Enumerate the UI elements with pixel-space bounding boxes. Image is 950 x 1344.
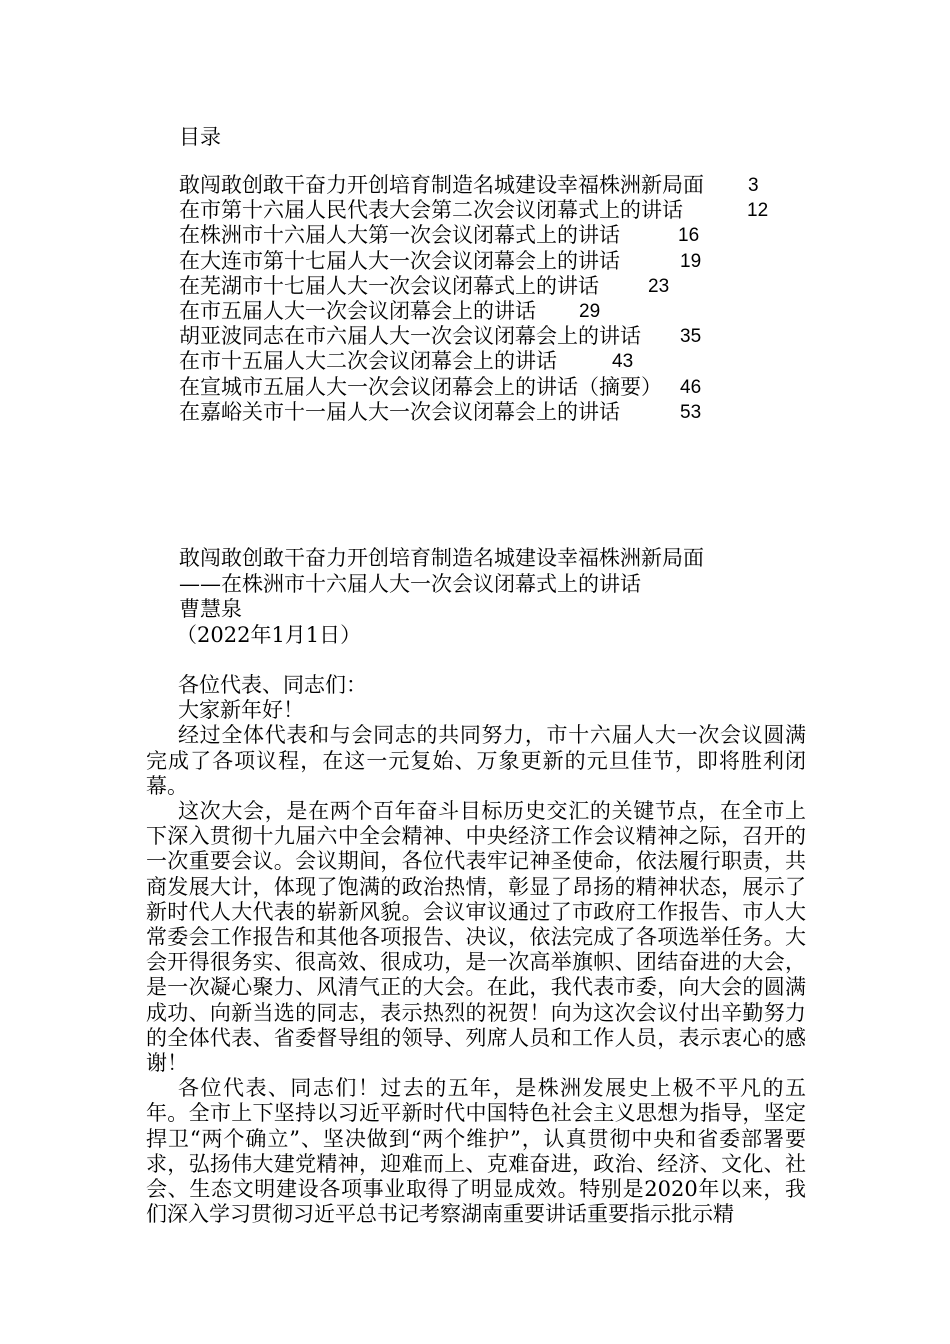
- toc-entry[interactable]: [179, 349, 704, 374]
- article-author: 曹慧泉: [179, 597, 242, 621]
- toc-entry-title: 敢闯敢创敢干奋力开创培育制造名城建设幸福株洲新局面: [179, 173, 704, 197]
- toc-entry-title: 在株洲市十六届人大第一次会议闭幕式上的讲话: [179, 223, 620, 248]
- article-title: 敢闯敢创敢干奋力开创培育制造名城建设幸福株洲新局面: [179, 546, 704, 570]
- toc-entry-page: 3: [748, 175, 759, 196]
- toc-entry-page: 46: [680, 376, 702, 398]
- toc-entry-title: 在大连市第十七届人大一次会议闭幕会上的讲话: [179, 248, 620, 273]
- toc-entry-page: 35: [680, 326, 702, 348]
- toc-entry-title: 在宣城市五届人大一次会议闭幕会上的讲话（摘要）: [179, 374, 662, 399]
- toc-entry[interactable]: [179, 249, 704, 274]
- body-paragraph: 这次大会，是在两个百年奋斗目标历史交汇的关键节点，在全市上下深入贯彻十九届六中全会精神、中央经济工作会议精神之际，召开的一次重要会议。会议期间，各位代表牢记神圣使命，依法履行职责，共商发展大计，体现了饱满的政治热情，彰显了昂扬的精神状态，展示了新时代人大代表的崭新风貌。会议审议通过了市政府工作报告、市人大常委会工作报告和其他各项报告、决议，依法完成了各项选举任务。大会开得很务实、很高效、很成功，是一次高举旗帜、团结奋进的大会，是一次凝心聚力、风清气正的大会。在此，我代表市委，向大会的圆满成功、向新当选的同志，表示热烈的祝贺！向为这次会议付出辛勤努力的全体代表、省委督导组的领导、列席人员和工作人员，表示衷心的感谢！: [146, 799, 806, 1076]
- toc-entry-title: 胡亚波同志在市六届人大一次会议闭幕会上的讲话: [179, 324, 641, 349]
- toc-entry-page: 53: [680, 401, 702, 423]
- table-of-contents: [179, 173, 769, 425]
- toc-entry[interactable]: [179, 324, 704, 349]
- article-header: [176, 546, 704, 648]
- body-paragraph: 各位代表、同志们！过去的五年，是株洲发展史上极不平凡的五年。全市上下坚持以习近平新时代中国特色社会主义思想为指导，坚定捍卫“两个确立”、坚决做到“两个维护”，认真贯彻中央和省委部署要求，弘扬伟大建党精神，迎难而上、克难奋进，政治、经济、文化、社会、生态文明建设各项事业取得了明显成效。特别是2020年以来，我们深入学习贯彻习近平总书记考察湖南重要讲话重要指示批示精: [146, 1076, 806, 1227]
- toc-entry[interactable]: [179, 400, 704, 425]
- toc-entry-page: 19: [680, 250, 702, 272]
- toc-entry-page: 12: [747, 200, 769, 222]
- greeting: 大家新年好！: [178, 698, 304, 723]
- article-date: （2022年1月1日）: [176, 622, 362, 647]
- toc-entry-title: 在市五届人大一次会议闭幕会上的讲话: [179, 298, 536, 323]
- toc-entry-title: 在市第十六届人民代表大会第二次会议闭幕式上的讲话: [179, 198, 683, 223]
- article-body: [146, 673, 806, 1227]
- toc-entry-page: 23: [648, 275, 670, 297]
- toc-entry-title: 在芜湖市十七届人大一次会议闭幕式上的讲话: [179, 273, 599, 298]
- toc-entry-page: 29: [579, 300, 601, 322]
- salutation: 各位代表、同志们：: [178, 673, 367, 697]
- article-subtitle: ——在株洲市十六届人大一次会议闭幕式上的讲话: [179, 571, 641, 596]
- toc-entry[interactable]: [179, 299, 704, 324]
- toc-entry[interactable]: [179, 223, 704, 248]
- body-paragraph: 经过全体代表和与会同志的共同努力，市十六届人大一次会议圆满完成了各项议程，在这一元复始、万象更新的元旦佳节，即将胜利闭幕。: [146, 723, 806, 798]
- toc-entry-title: 在市十五届人大二次会议闭幕会上的讲话: [179, 349, 557, 374]
- toc-entry[interactable]: [179, 173, 759, 198]
- toc-entry-page: 43: [612, 351, 634, 373]
- toc-heading: 目录: [179, 125, 221, 149]
- toc-entry[interactable]: [179, 375, 704, 400]
- toc-entry[interactable]: [179, 198, 769, 223]
- toc-entry-title: 在嘉峪关市十一届人大一次会议闭幕会上的讲话: [179, 399, 620, 424]
- toc-entry-page: 16: [678, 225, 700, 247]
- toc-entry[interactable]: [179, 274, 704, 299]
